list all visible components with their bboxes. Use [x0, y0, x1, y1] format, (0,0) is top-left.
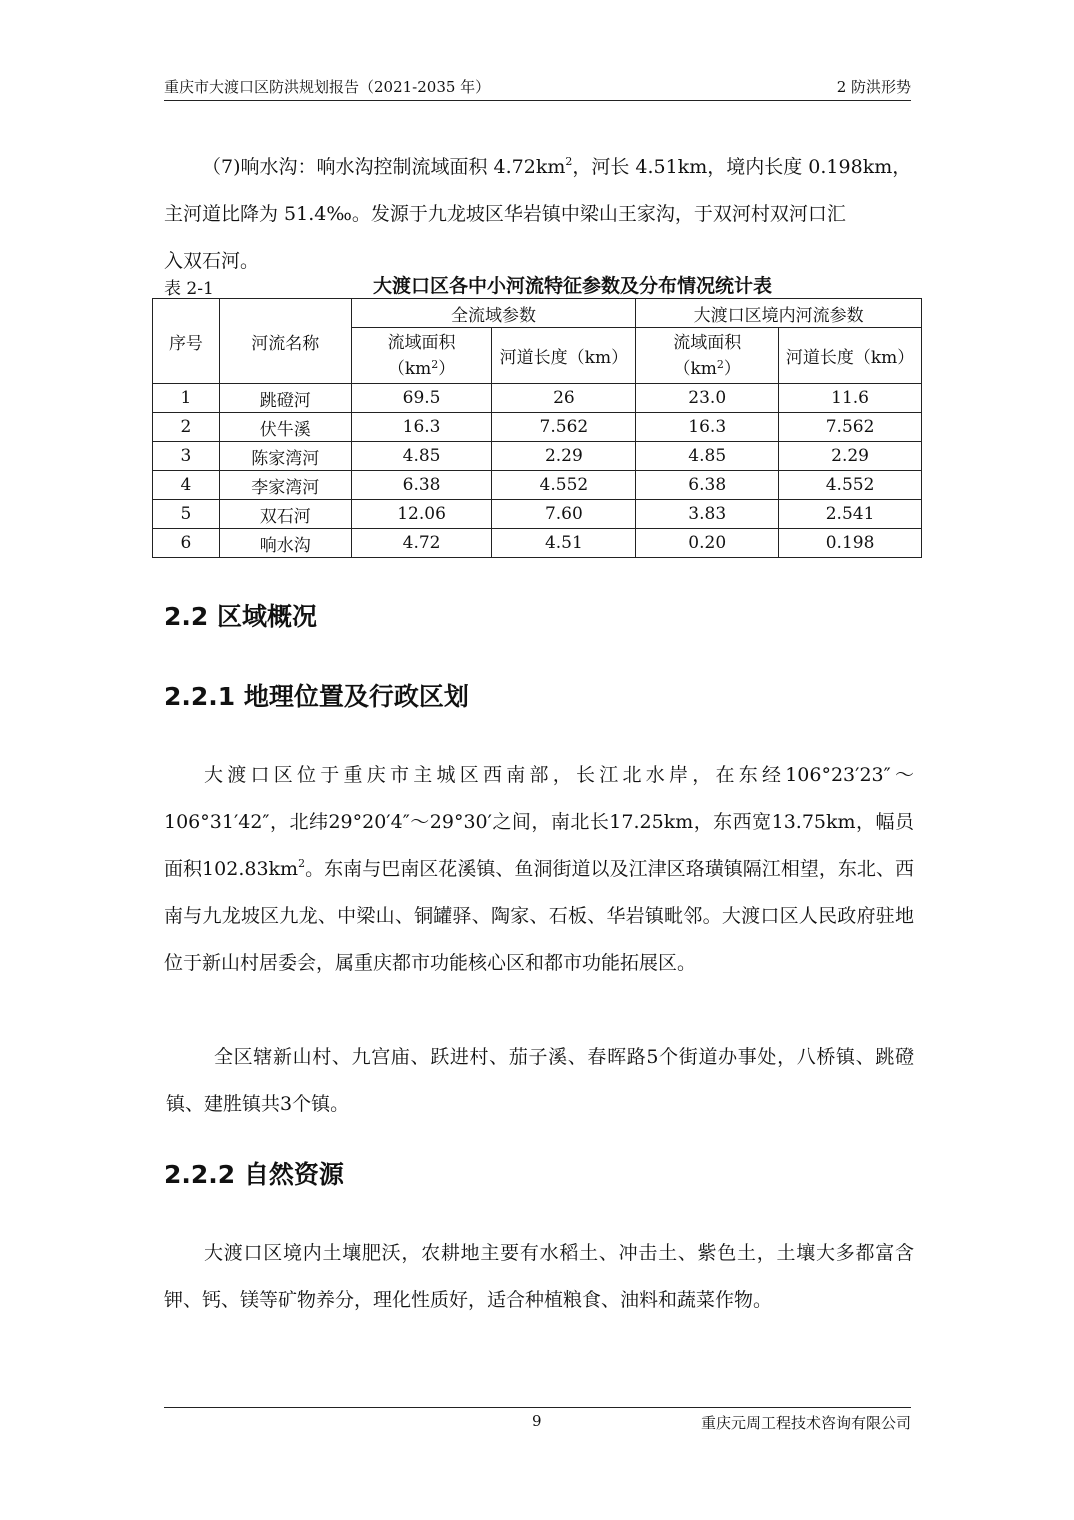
cell-index: 2	[153, 413, 220, 442]
cell-local-area: 0.20	[636, 529, 779, 558]
river-stats-table	[152, 298, 922, 558]
geo-p1-sup: 2	[298, 857, 306, 870]
table-header-row	[153, 299, 922, 328]
geo-p1-b: 。东南与巴南区花溪镇、鱼洞街道以及江津区珞璜镇隔江相望，东北、西南与九龙坡区九龙、中梁山、铜罐驿、陶家、石板、华岩镇毗邻。大渡口区人民政府驻地位于新山村居委会，属重庆都市功能核心区和都市功能拓展区。	[164, 858, 914, 974]
cell-local-length: 2.29	[779, 442, 922, 471]
header-index: 序号	[153, 299, 220, 384]
area-unit-sup: 2	[431, 357, 439, 371]
header-full-length: 河道长度（km）	[492, 328, 636, 384]
table-row	[153, 471, 922, 500]
header-full-area	[351, 328, 492, 384]
cell-local-area: 4.85	[636, 442, 779, 471]
cell-full-area: 4.85	[351, 442, 492, 471]
cell-local-area: 16.3	[636, 413, 779, 442]
intro-line3: 入双石河。	[164, 250, 260, 272]
intro-line1-sup: 2	[565, 155, 573, 168]
header-group-local: 大渡口区境内河流参数	[636, 299, 922, 328]
area-unit-close: ）	[723, 358, 741, 379]
section-heading-2-2: 2.2 区域概况	[164, 602, 317, 631]
intro-line1-a: （7)响水沟：响水沟控制流域面积 4.72km	[202, 156, 566, 178]
cell-river-name: 跳磴河	[219, 384, 351, 413]
cell-full-area: 69.5	[351, 384, 492, 413]
table-row	[153, 384, 922, 413]
page-number: 9	[532, 1412, 542, 1430]
section-heading-2-2-1: 2.2.1 地理位置及行政区划	[164, 682, 469, 711]
intro-line1-b: ，河长 4.51km，境内长度 0.198km，	[572, 156, 912, 178]
area-unit-sup: 2	[716, 357, 724, 371]
intro-paragraph	[164, 144, 914, 285]
header-section: 2 防洪形势	[836, 78, 911, 96]
table-title: 大渡口区各中小河流特征参数及分布情况统计表	[373, 275, 773, 297]
cell-full-length: 7.562	[492, 413, 636, 442]
table-row	[153, 413, 922, 442]
cell-river-name: 响水沟	[219, 529, 351, 558]
table-row	[153, 500, 922, 529]
cell-full-area: 4.72	[351, 529, 492, 558]
cell-local-area: 23.0	[636, 384, 779, 413]
cell-local-length: 4.552	[779, 471, 922, 500]
table-caption	[164, 271, 924, 299]
page-footer	[164, 1407, 911, 1436]
header-name: 河流名称	[219, 299, 351, 384]
cell-index: 3	[153, 442, 220, 471]
resources-paragraph: 大渡口区境内土壤肥沃，农耕地主要有水稻土、冲击土、紫色土，土壤大多都富含钾、钙、镁等矿物养分，理化性质好，适合种植粮食、油料和蔬菜作物。	[164, 1242, 914, 1311]
area-unit-open: （km	[673, 358, 717, 379]
footer-company: 重庆元周工程技术咨询有限公司	[700, 1414, 911, 1432]
cell-full-length: 2.29	[492, 442, 636, 471]
table-number: 表 2-1	[164, 279, 214, 299]
geo-paragraph-2: 全区辖新山村、九宫庙、跃进村、茄子溪、春晖路5个街道办事处，八桥镇、跳磴镇、建胜镇共3个镇。	[166, 1046, 914, 1115]
cell-local-length: 2.541	[779, 500, 922, 529]
cell-full-area: 12.06	[351, 500, 492, 529]
area-unit-open: （km	[387, 358, 432, 379]
header-local-length: 河道长度（km）	[779, 328, 922, 384]
cell-local-length: 7.562	[779, 413, 922, 442]
cell-local-length: 0.198	[779, 529, 922, 558]
cell-index: 5	[153, 500, 220, 529]
area-unit-close: ）	[438, 358, 456, 379]
area-label: 流域面积	[673, 332, 742, 353]
intro-line2: 主河道比降为 51.4‰。发源于九龙坡区华岩镇中梁山王家沟，于双河村双河口汇	[164, 203, 846, 225]
cell-full-area: 6.38	[351, 471, 492, 500]
cell-full-length: 7.60	[492, 500, 636, 529]
cell-full-length: 26	[492, 384, 636, 413]
table-row	[153, 529, 922, 558]
cell-index: 1	[153, 384, 220, 413]
cell-river-name: 伏牛溪	[219, 413, 351, 442]
geo-p1-a: 大渡口区位于重庆市主城区西南部，长江北水岸，在东经106°23′23″～106°31′42″，北纬29°20′4″～29°30′之间，南北长17.25km，东西宽13.75km，幅员面积102.83km	[164, 764, 914, 880]
cell-full-length: 4.51	[492, 529, 636, 558]
geo-paragraph-1	[164, 752, 914, 987]
cell-local-area: 3.83	[636, 500, 779, 529]
table-row	[153, 442, 922, 471]
header-local-area	[636, 328, 779, 384]
cell-river-name: 李家湾河	[219, 471, 351, 500]
area-label: 流域面积	[387, 332, 456, 353]
cell-river-name: 双石河	[219, 500, 351, 529]
cell-local-length: 11.6	[779, 384, 922, 413]
header-title: 重庆市大渡口区防洪规划报告（2021-2035 年）	[164, 78, 491, 96]
cell-index: 4	[153, 471, 220, 500]
section-heading-2-2-2: 2.2.2 自然资源	[164, 1160, 344, 1189]
cell-full-length: 4.552	[492, 471, 636, 500]
cell-local-area: 6.38	[636, 471, 779, 500]
cell-index: 6	[153, 529, 220, 558]
header-group-full: 全流域参数	[351, 299, 636, 328]
cell-river-name: 陈家湾河	[219, 442, 351, 471]
page-header	[164, 74, 911, 101]
cell-full-area: 16.3	[351, 413, 492, 442]
